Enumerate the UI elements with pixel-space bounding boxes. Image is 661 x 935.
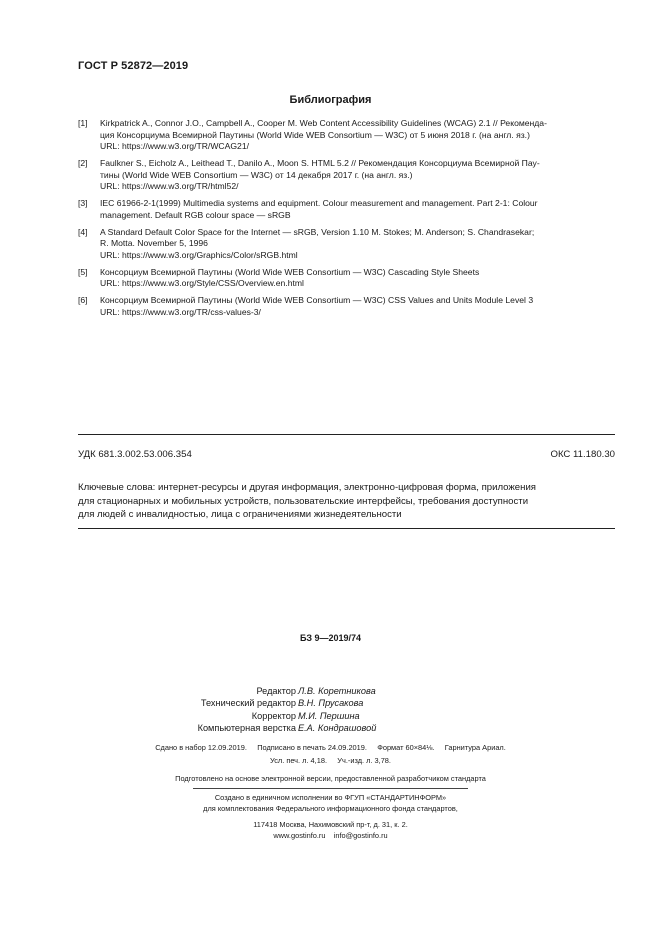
reference-number: [4] — [78, 226, 88, 237]
publisher-contacts — [0, 830, 661, 842]
reference-number: [6] — [78, 295, 88, 305]
reference-line: A Standard Default Color Space for the Internet — sRGB, Version 1.10 M. Stokes; M. Anderson; S. Chandrasekar; — [100, 226, 535, 237]
editor-name-wrap — [298, 722, 376, 734]
editor-name: В.Н. Прусакова — [298, 698, 364, 709]
editor-role: Технический редактор — [200, 698, 296, 709]
editor-role: Корректор — [251, 710, 296, 721]
editor-role: Компьютерная верстка — [197, 723, 296, 734]
editors-block — [0, 685, 661, 735]
editor-row — [0, 685, 661, 697]
reference-line: Faulkner S., Eicholz A., Leithead T., Danilo A., Moon S. HTML 5.2 // Рекомендация Консорциума Всемирной Пау- — [100, 158, 540, 168]
reference-url: URL: https://www.w3.org/Graphics/Color/sRGB.html — [100, 249, 298, 260]
editor-name: Л.В. Коретникова — [298, 686, 376, 696]
reference-number: [1] — [78, 118, 88, 128]
reference-number: [3] — [78, 198, 88, 208]
reference-item — [78, 158, 615, 193]
reference-line: Консорциум Всемирной Паутины (World Wide WEB Consortium — W3C) Cascading Style Sheets — [100, 266, 480, 277]
bibliography-title: Библиография — [289, 94, 372, 106]
reference-text — [100, 227, 615, 262]
divider-top — [78, 434, 615, 435]
editor-name-wrap — [298, 685, 376, 697]
editor-name: М.И. Першина — [298, 710, 360, 721]
reference-url: URL: https://www.w3.org/Style/CSS/Overview.en.html — [100, 278, 304, 288]
reference-text — [100, 198, 615, 221]
print-info-line1 — [0, 743, 661, 752]
publisher-divider — [193, 788, 468, 789]
publisher-website: www.gostinfo.ru — [273, 831, 326, 840]
print-sheets: Усл. печ. л. 4,18. — [270, 756, 327, 765]
publisher-address: 117418 Москва, Нахимовский пр-т, д. 31, к. 2. — [253, 820, 408, 829]
print-info-line2 — [0, 756, 661, 765]
reference-text — [100, 267, 615, 290]
reference-text — [100, 295, 615, 318]
keywords-line: для стационарных и мобильных устройств, пользовательские интерфейсы, требования доступности — [78, 495, 529, 507]
publisher-sheets: Уч.-изд. л. 3,78. — [337, 756, 391, 765]
reference-line: тины (World Wide WEB Consortium — W3C) от 14 декабря 2017 г. (на англ. яз.) — [100, 169, 413, 180]
reference-item — [78, 227, 615, 262]
reference-url: URL: https://www.w3.org/TR/html52/ — [100, 181, 239, 191]
reference-text — [100, 118, 615, 153]
editor-row — [0, 710, 661, 722]
divider-bottom — [78, 528, 615, 529]
typeface: Гарнитура Ариал. — [444, 743, 506, 752]
submitted-date: Сдано в набор 12.09.2019. — [155, 743, 247, 752]
editor-name-wrap — [298, 710, 360, 722]
editor-name-wrap — [298, 697, 363, 709]
signed-date: Подписано в печать 24.09.2019. — [257, 743, 367, 752]
reference-number: [5] — [78, 266, 88, 277]
keywords-line: Ключевые слова: интернет-ресурсы и другая информация, электронно-цифровая форма, приложения — [78, 482, 536, 493]
standard-code: ГОСТ Р 52872—2019 — [78, 60, 189, 72]
reference-item — [78, 267, 615, 290]
reference-item — [78, 118, 615, 153]
reference-line: R. Motta. November 5, 1996 — [100, 238, 208, 248]
reference-url: URL: https://www.w3.org/TR/css-values-3/ — [100, 306, 261, 317]
bibliography-list — [78, 118, 615, 324]
reference-line: IEC 61966-2-1(1999) Multimedia systems and equipment. Colour measurement and management. Part 2-1: Colour — [100, 198, 538, 208]
oks-code: ОКС 11.180.30 — [550, 449, 615, 460]
prepared-note: Подготовлено на основе электронной версии, предоставленной разработчиком стандарта — [175, 774, 486, 783]
publisher-line: для комплектования Федерального информационного фонда стандартов, — [203, 804, 458, 813]
bz-number: БЗ 9—2019/74 — [299, 633, 362, 643]
editor-row — [0, 697, 661, 709]
publisher-line: Создано в единичном исполнении во ФГУП «СТАНДАРТИНФОРМ» — [214, 793, 447, 802]
reference-url: URL: https://www.w3.org/TR/WCAG21/ — [100, 141, 249, 151]
udk-code: УДК 681.3.002.53.006.354 — [78, 449, 192, 460]
reference-line: Kirkpatrick A., Connor J.O., Campbell A., Cooper M. Web Content Accessibility Guidelines (WCAG) 2.1 // Рекоменда- — [100, 118, 547, 128]
publisher-email: info@gostinfo.ru — [333, 831, 388, 840]
reference-text — [100, 158, 615, 193]
editor-row — [0, 722, 661, 734]
editor-name: Е.А. Кондрашовой — [298, 723, 377, 734]
reference-line: management. Default RGB colour space — sRGB — [100, 209, 291, 220]
reference-item — [78, 295, 615, 318]
keywords-line: для людей с инвалидностью, лица с ограничениями жизнедеятельности — [78, 509, 402, 521]
paper-format: Формат 60×84⅛. — [377, 743, 435, 752]
editor-role: Редактор — [256, 686, 296, 696]
reference-line: Консорциум Всемирной Паутины (World Wide WEB Consortium — W3C) CSS Values and Units Module Level 3 — [100, 295, 534, 305]
reference-line: ция Консорциума Всемирной Паутины (World Wide WEB Consortium — W3C) от 5 июня 2018 г. (на англ. яз.) — [100, 129, 530, 140]
reference-number: [2] — [78, 158, 88, 168]
keywords-block — [78, 481, 615, 522]
reference-item — [78, 198, 615, 221]
